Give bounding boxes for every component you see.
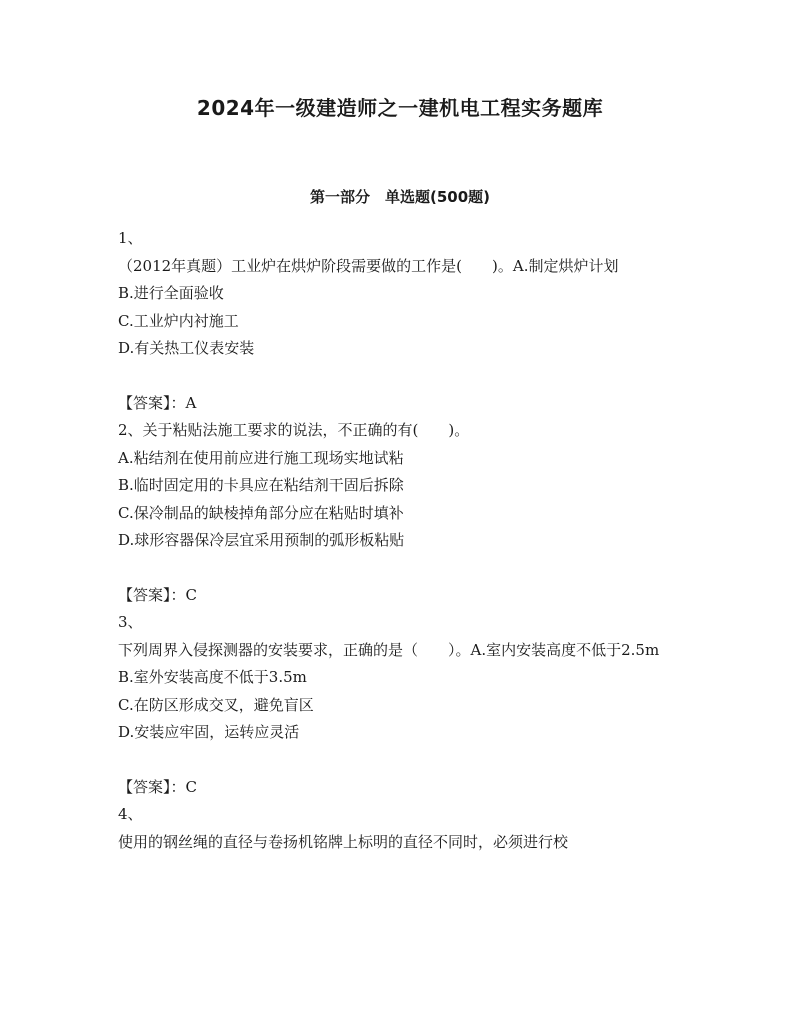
answer-label: 【答案】： [118,585,186,604]
option-c: C.在防区形成交叉，避免盲区 [118,695,314,714]
answer-value: C [185,777,197,796]
option-b: B.进行全面验收 [118,284,224,302]
answer-label: 【答案】： [118,393,186,412]
question-2 [118,417,684,609]
question-stem: 2、关于粘贴法施工要求的说法，不正确的有( )。 [118,421,470,439]
question-number: 3、 [118,613,143,631]
option-a: A.粘结剂在使用前应进行施工现场实地试粘 [118,448,404,467]
answer-line [118,582,684,610]
question-number: 1、 [118,229,143,247]
option-b: B.临时固定用的卡具应在粘结剂干固后拆除 [118,476,404,494]
option-b: B.室外安装高度不低于3.5m [118,668,307,686]
answer-line [118,390,684,418]
question-1 [118,225,684,417]
answer-value: A [185,393,197,412]
question-stem: 下列周界入侵探测器的安装要求，正确的是（ ）。A.室内安装高度不低于2.5m [118,640,660,659]
answer-line [118,774,684,802]
option-d: D.安装应牢固，运转应灵活 [118,723,300,741]
question-stem: 使用的钢丝绳的直径与卷扬机铭牌上标明的直径不同时，必须进行校 [118,832,569,851]
question-list [118,225,684,856]
option-d: D.有关热工仪表安装 [118,339,255,357]
answer-value: C [185,585,197,604]
section-title: 第一部分 单选题(500题) [309,188,491,206]
answer-label: 【答案】： [118,777,186,796]
option-d: D.球形容器保冷层宜采用预制的弧形板粘贴 [118,531,405,549]
document-title: 2024年一级建造师之一建机电工程实务题库 [196,96,604,120]
question-stem: （2012年真题）工业炉在烘炉阶段需要做的工作是( )。A.制定烘炉计划 [118,256,619,275]
option-c: C.工业炉内衬施工 [118,311,239,330]
question-4 [118,801,684,856]
option-c: C.保冷制品的缺棱掉角部分应在粘贴时填补 [118,503,404,522]
question-number: 4、 [118,805,143,823]
question-3 [118,609,684,801]
